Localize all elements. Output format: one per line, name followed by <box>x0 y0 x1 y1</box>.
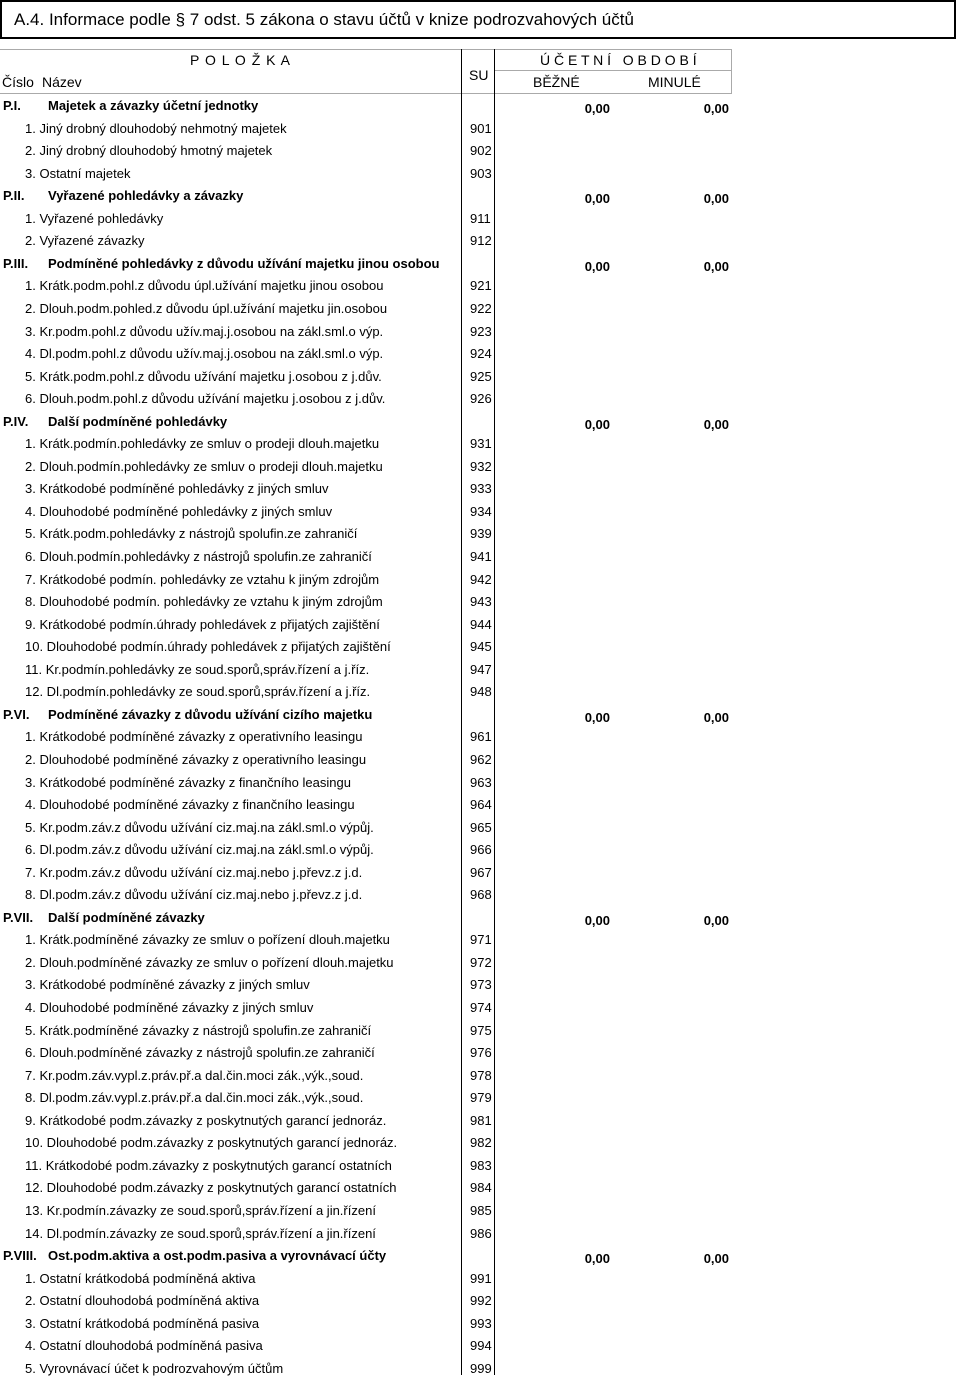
row-name: 6. Dlouh.podm.pohl.z důvodu užívání majetku j.osobou z j.dův. <box>25 391 386 407</box>
row-name: 3. Ostatní majetek <box>25 165 131 181</box>
row-current-value: 0,00 <box>584 101 610 116</box>
row-su: 991 <box>470 1270 492 1286</box>
row-name: 13. Kr.podmín.závazky ze soud.sporů,správ.řízení a jin.řízení <box>25 1202 376 1218</box>
period-right-border <box>731 49 732 94</box>
row-name: 1. Krátk.podmíněné závazky ze smluv o pořízení dlouh.majetku <box>25 932 390 948</box>
section-row <box>0 253 960 275</box>
table-row <box>0 275 960 297</box>
row-su: 926 <box>470 391 492 407</box>
row-su: 943 <box>470 594 492 610</box>
row-name: 2. Dlouh.podmín.pohledávky ze smluv o prodeji dlouh.majetku <box>25 458 383 474</box>
row-name: 1. Krátkodobé podmíněné závazky z operativního leasingu <box>25 729 363 745</box>
row-name: 8. Dlouhodobé podmín. pohledávky ze vztahu k jiným zdrojům <box>25 594 383 610</box>
row-name: Další podmíněné závazky <box>48 909 205 925</box>
row-su: 985 <box>470 1202 492 1218</box>
table-row <box>0 884 960 906</box>
table-row <box>0 163 960 185</box>
row-su: 903 <box>470 165 492 181</box>
table-row <box>0 456 960 478</box>
header-nazev: Název <box>42 74 82 90</box>
row-su: 981 <box>470 1112 492 1128</box>
row-su: 976 <box>470 1045 492 1061</box>
row-su: 983 <box>470 1157 492 1173</box>
row-name: 4. Dlouhodobé podmíněné pohledávky z jiných smluv <box>25 503 333 519</box>
header-top-rule <box>0 49 731 50</box>
row-su: 922 <box>470 300 492 316</box>
row-su: 924 <box>470 346 492 362</box>
row-current-value: 0,00 <box>584 416 610 432</box>
row-su: 962 <box>470 751 492 767</box>
row-su: 971 <box>470 932 492 948</box>
row-su: 945 <box>470 639 492 655</box>
row-name: 5. Kr.podm.záv.z důvodu užívání ciz.maj.na zákl.sml.o výpůj. <box>25 819 374 835</box>
row-name: 3. Krátkodobé podmíněné závazky z finančního leasingu <box>25 774 351 790</box>
row-name: Majetek a závazky účetní jednotky <box>48 98 259 113</box>
table-row <box>0 433 960 455</box>
table-row <box>0 974 960 996</box>
row-su: 993 <box>470 1315 492 1331</box>
row-name: 8. Dl.podm.záv.z důvodu užívání ciz.maj.nebo j.převz.z j.d. <box>25 887 363 903</box>
section-row <box>0 907 960 929</box>
row-previous-value: 0,00 <box>703 912 729 928</box>
table-row <box>0 523 960 545</box>
row-su: 921 <box>470 278 492 294</box>
row-previous-value: 0,00 <box>703 101 729 116</box>
row-previous-value: 0,00 <box>703 416 729 432</box>
row-name: 2. Jiný drobný dlouhodobý hmotný majetek <box>25 143 273 159</box>
row-name: 7. Kr.podm.záv.vypl.z.práv.př.a dal.čin.moci zák.,výk.,soud. <box>25 1067 364 1083</box>
header-bezne: BĚŽNÉ <box>533 74 580 90</box>
row-name: 10. Dlouhodobé podm.závazky z poskytnutých garancí jednoráz. <box>25 1135 398 1151</box>
table-row <box>0 298 960 320</box>
row-name: 5. Krátk.podmíněné závazky z nástrojů spolufin.ze zahraničí <box>25 1022 372 1038</box>
row-code: P.II. <box>3 188 25 204</box>
row-su: 944 <box>470 616 492 632</box>
table-row <box>0 659 960 681</box>
table-row <box>0 1223 960 1245</box>
table-row <box>0 343 960 365</box>
table-row <box>0 929 960 951</box>
row-name: 7. Kr.podm.záv.z důvodu užívání ciz.maj.nebo j.převz.z j.d. <box>25 864 363 880</box>
row-name: 3. Krátkodobé podmíněné pohledávky z jiných smluv <box>25 481 329 497</box>
table-row <box>0 1290 960 1312</box>
row-name: 1. Krátk.podmín.pohledávky ze smluv o prodeji dlouh.majetku <box>25 436 380 452</box>
row-current-value: 0,00 <box>584 258 610 274</box>
row-code: P.I. <box>3 98 21 113</box>
table-row <box>0 817 960 839</box>
row-name: 11. Kr.podmín.pohledávky ze soud.sporů,správ.řízení a j.říz. <box>25 661 370 677</box>
row-name: 14. Dl.podmín.závazky ze soud.sporů,správ.řízení a jin.řízení <box>25 1225 376 1241</box>
row-su: 999 <box>470 1360 492 1376</box>
table-row <box>0 1020 960 1042</box>
row-name: 5. Krátk.podm.pohl.z důvodu užívání majetku j.osobou z j.dův. <box>25 368 382 384</box>
table-row <box>0 1087 960 1109</box>
row-su: 967 <box>470 864 492 880</box>
table-row <box>0 1155 960 1177</box>
row-name: 9. Krátkodobé podmín.úhrady pohledávek z přijatých zajištění <box>25 616 380 632</box>
row-su: 901 <box>470 120 492 136</box>
row-name: 4. Dl.podm.pohl.z důvodu užív.maj.j.osobou na zákl.sml.o výp. <box>25 346 384 362</box>
header-minule: MINULÉ <box>648 74 701 90</box>
header-bottom-rule <box>0 93 731 94</box>
row-name: 4. Ostatní dlouhodobá podmíněná pasiva <box>25 1338 263 1354</box>
table-row <box>0 997 960 1019</box>
header-obdobi: Ú Č E T N Í O B D O B Í <box>540 52 697 68</box>
header-cislo: Číslo <box>2 74 34 90</box>
row-code: P.VII. <box>3 909 34 925</box>
row-name: 2. Dlouh.podmíněné závazky ze smluv o pořízení dlouh.majetku <box>25 954 394 970</box>
row-name: 1. Krátk.podm.pohl.z důvodu úpl.užívání majetku jinou osobou <box>25 278 384 294</box>
row-code: P.VI. <box>3 706 30 722</box>
row-su: 992 <box>470 1293 492 1309</box>
row-su: 947 <box>470 661 492 677</box>
row-name: 5. Vyrovnávací účet k podrozvahovým účtům <box>25 1360 284 1376</box>
row-name: 7. Krátkodobé podmín. pohledávky ze vztahu k jiným zdrojům <box>25 571 380 587</box>
row-name: 4. Dlouhodobé podmíněné závazky z jiných smluv <box>25 1000 314 1015</box>
header-polozka: P O L O Ž K A <box>190 52 291 68</box>
row-current-value: 0,00 <box>584 1251 610 1267</box>
row-su: 941 <box>470 549 492 564</box>
table-row <box>0 1065 960 1087</box>
row-name: 11. Krátkodobé podm.závazky z poskytnutých garancí ostatních <box>25 1157 392 1173</box>
section-row <box>0 704 960 726</box>
page-title: A.4. Informace podle § 7 odst. 5 zákona o stavu účtů v knize podrozvahových účtů <box>14 10 634 29</box>
row-su: 963 <box>470 774 492 790</box>
row-su: 972 <box>470 954 492 970</box>
row-name: 12. Dlouhodobé podm.závazky z poskytnutých garancí ostatních <box>25 1180 397 1196</box>
row-su: 973 <box>470 977 492 993</box>
row-su: 975 <box>470 1022 492 1038</box>
row-name: 2. Dlouh.podm.pohled.z důvodu úpl.užívání majetku jin.osobou <box>25 300 388 316</box>
row-name: 6. Dlouh.podmín.pohledávky z nástrojů spolufin.ze zahraničí <box>25 549 372 564</box>
row-su: 912 <box>470 233 492 249</box>
row-su: 974 <box>470 1000 492 1015</box>
table-row <box>0 1132 960 1154</box>
table-row <box>0 862 960 884</box>
table-row <box>0 591 960 613</box>
table-row <box>0 321 960 343</box>
row-su: 984 <box>470 1180 492 1196</box>
row-name: 6. Dlouh.podmíněné závazky z nástrojů spolufin.ze zahraničí <box>25 1045 375 1061</box>
row-name: Další podmíněné pohledávky <box>48 413 228 429</box>
row-su: 965 <box>470 819 492 835</box>
table-row <box>0 230 960 252</box>
row-name: 1. Ostatní krátkodobá podmíněná aktiva <box>25 1270 256 1286</box>
row-su: 966 <box>470 842 492 858</box>
row-current-value: 0,00 <box>584 191 610 207</box>
row-name: 10. Dlouhodobé podmín.úhrady pohledávek z přijatých zajištění <box>25 639 391 655</box>
section-row <box>0 1245 960 1267</box>
table-row <box>0 1110 960 1132</box>
table-row <box>0 501 960 523</box>
row-su: 911 <box>470 210 491 226</box>
row-name: 4. Dlouhodobé podmíněné závazky z finančního leasingu <box>25 797 355 813</box>
row-name: 1. Vyřazené pohledávky <box>25 210 164 226</box>
header-mid-rule <box>494 70 731 71</box>
row-su: 982 <box>470 1135 492 1151</box>
table-row <box>0 366 960 388</box>
table-row <box>0 140 960 162</box>
table-row <box>0 388 960 410</box>
section-row <box>0 411 960 433</box>
table-row <box>0 1358 960 1380</box>
table-row <box>0 726 960 748</box>
table-row <box>0 636 960 658</box>
row-name: 2. Vyřazené závazky <box>25 233 145 249</box>
row-name: 2. Dlouhodobé podmíněné závazky z operativního leasingu <box>25 751 367 767</box>
table-row <box>0 614 960 636</box>
row-name: 12. Dl.podmín.pohledávky ze soud.sporů,správ.řízení a j.říz. <box>25 684 371 700</box>
row-name: 3. Krátkodobé podmíněné závazky z jiných smluv <box>25 977 310 993</box>
row-name: 1. Jiný drobný dlouhodobý nehmotný majetek <box>25 120 287 136</box>
row-su: 986 <box>470 1225 492 1241</box>
table-row <box>0 772 960 794</box>
table-row <box>0 839 960 861</box>
row-previous-value: 0,00 <box>703 1251 729 1267</box>
row-su: 932 <box>470 458 492 474</box>
table-row <box>0 749 960 771</box>
table-row <box>0 952 960 974</box>
row-su: 939 <box>470 526 492 542</box>
row-su: 961 <box>470 729 492 745</box>
row-name: 9. Krátkodobé podm.závazky z poskytnutých garancí jednoráz. <box>25 1112 387 1128</box>
row-name: 6. Dl.podm.záv.z důvodu užívání ciz.maj.na zákl.sml.o výpůj. <box>25 842 374 858</box>
section-row <box>0 95 960 117</box>
row-code: P.IV. <box>3 413 29 429</box>
table-row <box>0 794 960 816</box>
row-su: 968 <box>470 887 492 903</box>
row-code: P.III. <box>3 255 29 271</box>
table-row <box>0 1268 960 1290</box>
table-row <box>0 546 960 568</box>
row-su: 925 <box>470 368 492 384</box>
table-row <box>0 1335 960 1357</box>
row-su: 942 <box>470 571 492 587</box>
row-previous-value: 0,00 <box>703 191 729 207</box>
row-name: Ost.podm.aktiva a ost.podm.pasiva a vyrovnávací účty <box>48 1248 387 1264</box>
table-row <box>0 208 960 230</box>
row-su: 979 <box>470 1090 492 1106</box>
row-su: 978 <box>470 1067 492 1083</box>
row-previous-value: 0,00 <box>703 258 729 274</box>
table-row <box>0 118 960 140</box>
row-su: 994 <box>470 1338 492 1354</box>
row-su: 934 <box>470 503 492 519</box>
row-su: 923 <box>470 323 492 339</box>
header-su: SU <box>469 67 489 83</box>
row-name: 3. Ostatní krátkodobá podmíněná pasiva <box>25 1315 260 1331</box>
row-current-value: 0,00 <box>584 912 610 928</box>
row-name: Podmíněné pohledávky z důvodu užívání majetku jinou osobou <box>48 255 440 271</box>
row-su: 931 <box>470 436 492 452</box>
table-row <box>0 569 960 591</box>
row-su: 933 <box>470 481 492 497</box>
row-name: 5. Krátk.podm.pohledávky z nástrojů spolufin.ze zahraničí <box>25 526 358 542</box>
row-name: 2. Ostatní dlouhodobá podmíněná aktiva <box>25 1293 260 1309</box>
row-code: P.VIII. <box>3 1248 37 1264</box>
table-row <box>0 1313 960 1335</box>
table-row <box>0 681 960 703</box>
table-row <box>0 478 960 500</box>
row-name: Podmíněné závazky z důvodu užívání cizího majetku <box>48 706 373 722</box>
row-previous-value: 0,00 <box>703 709 729 725</box>
row-su: 964 <box>470 797 492 813</box>
row-current-value: 0,00 <box>584 709 610 725</box>
row-su: 948 <box>470 684 492 700</box>
table-row <box>0 1200 960 1222</box>
row-name: Vyřazené pohledávky a závazky <box>48 188 244 204</box>
table-row <box>0 1042 960 1064</box>
section-row <box>0 185 960 207</box>
table-row <box>0 1177 960 1199</box>
title-box <box>0 0 956 39</box>
row-name: 3. Kr.podm.pohl.z důvodu užív.maj.j.osobou na zákl.sml.o výp. <box>25 323 384 339</box>
row-su: 902 <box>470 143 492 159</box>
row-name: 8. Dl.podm.záv.vypl.z.práv.př.a dal.čin.moci zák.,výk.,soud. <box>25 1090 364 1106</box>
